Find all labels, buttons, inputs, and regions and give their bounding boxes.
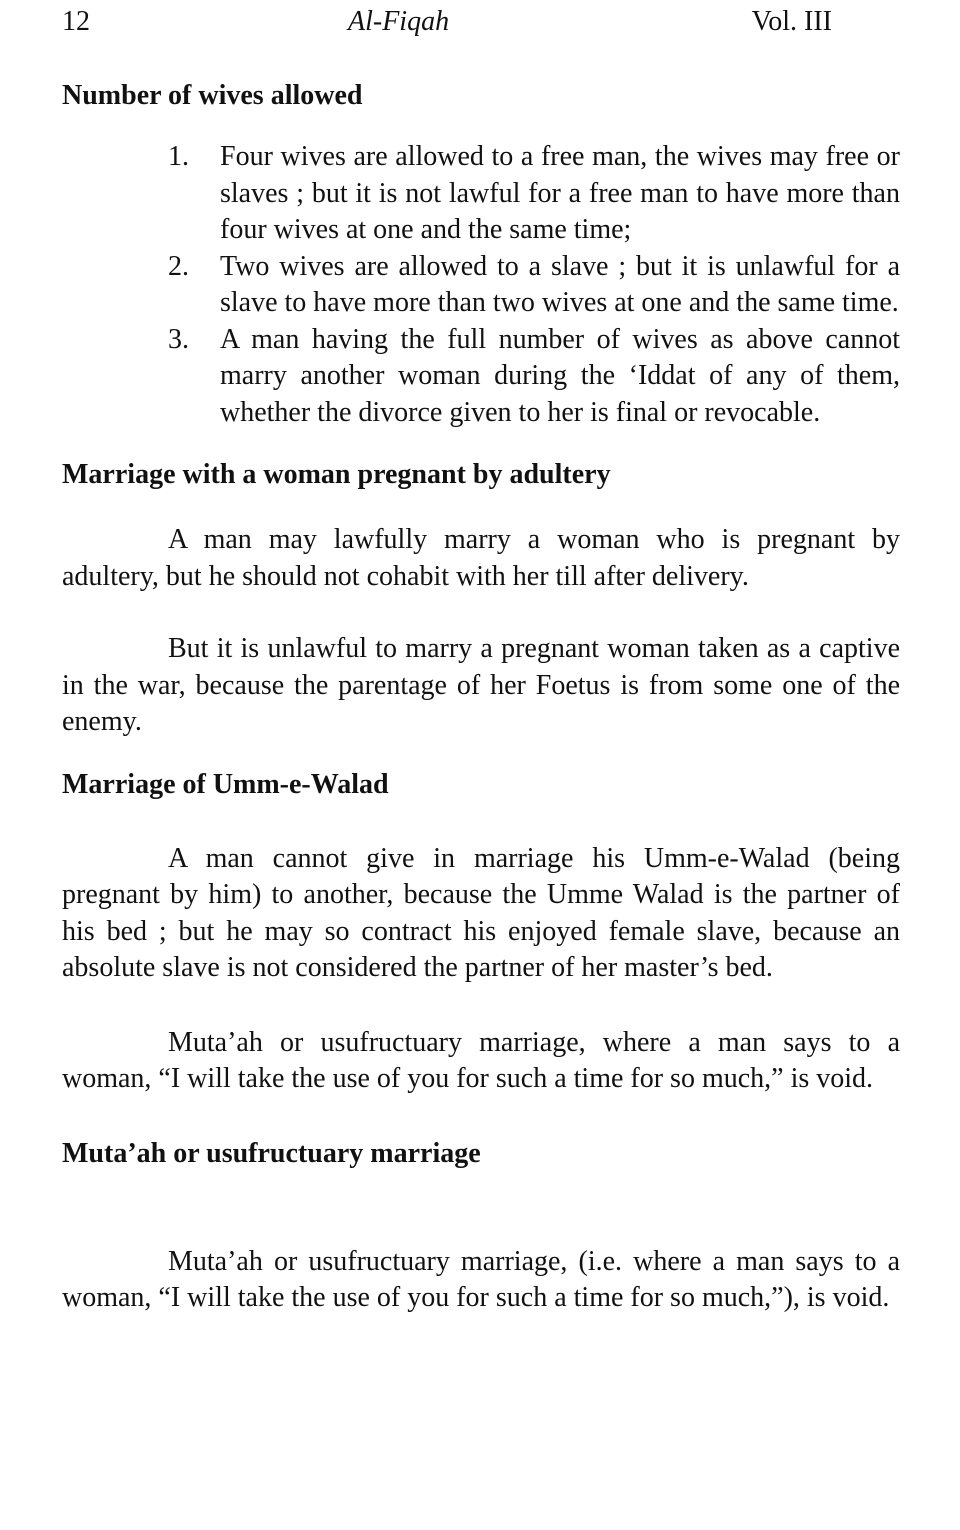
section-heading-wives-allowed: Number of wives allowed (62, 80, 363, 111)
body-paragraph: Muta’ah or usufructuary marriage, where a man says to a woman, “I will take the use of you for such a time for so much,” is void. (62, 1026, 900, 1094)
document-page (62, 0, 900, 1317)
body-paragraph: But it is unlawful to marry a pregnant woman taken as a captive in the war, because the parentage of her Foetus is from some one of the enemy. (62, 633, 900, 737)
list-item-number: 2. (168, 250, 189, 282)
list-item-number: 3. (168, 323, 189, 355)
volume-label: Vol. III (751, 6, 832, 37)
list-item-text: Two wives are allowed to a slave ; but it is unlawful for a slave to have more than two wives at one and the same time. (220, 250, 900, 318)
list-item-text: A man having the full number of wives as above cannot marry another woman during the ‘Iddat of any of them, whether the divorce given to her is final or revocable. (220, 323, 900, 428)
running-header (62, 0, 900, 48)
list-item-text: Four wives are allowed to a free man, the wives may free or slaves ; but it is not lawful for a free man to have more than four wives at one and the same time; (220, 141, 900, 245)
list-item (168, 139, 900, 249)
list-item (168, 249, 900, 322)
wives-rules-list (62, 139, 900, 431)
body-paragraph: A man cannot give in marriage his Umm-e-Walad (being pregnant by him) to another, because the Umme Walad is the partner of his bed ; but he may so contract his enjoyed female slave, because an absolute slave is not considered the partner of her master’s bed. (62, 842, 900, 983)
book-title: Al-Fiqah (348, 6, 450, 37)
page-number: 12 (62, 6, 90, 37)
list-item (168, 322, 900, 432)
body-paragraph: Muta’ah or usufructuary marriage, (i.e. where a man says to a woman, “I will take the use of you for such a time for so much,”), is void. (62, 1245, 900, 1313)
section-heading-pregnant-adultery: Marriage with a woman pregnant by adultery (62, 459, 611, 490)
section-heading-umm-e-walad: Marriage of Umm-e-Walad (62, 768, 389, 800)
list-item-number: 1. (168, 141, 189, 172)
section-heading-mutaah: Muta’ah or usufructuary marriage (62, 1137, 481, 1169)
body-paragraph: A man may lawfully marry a woman who is pregnant by adultery, but he should not cohabit with her till after delivery. (62, 524, 900, 592)
